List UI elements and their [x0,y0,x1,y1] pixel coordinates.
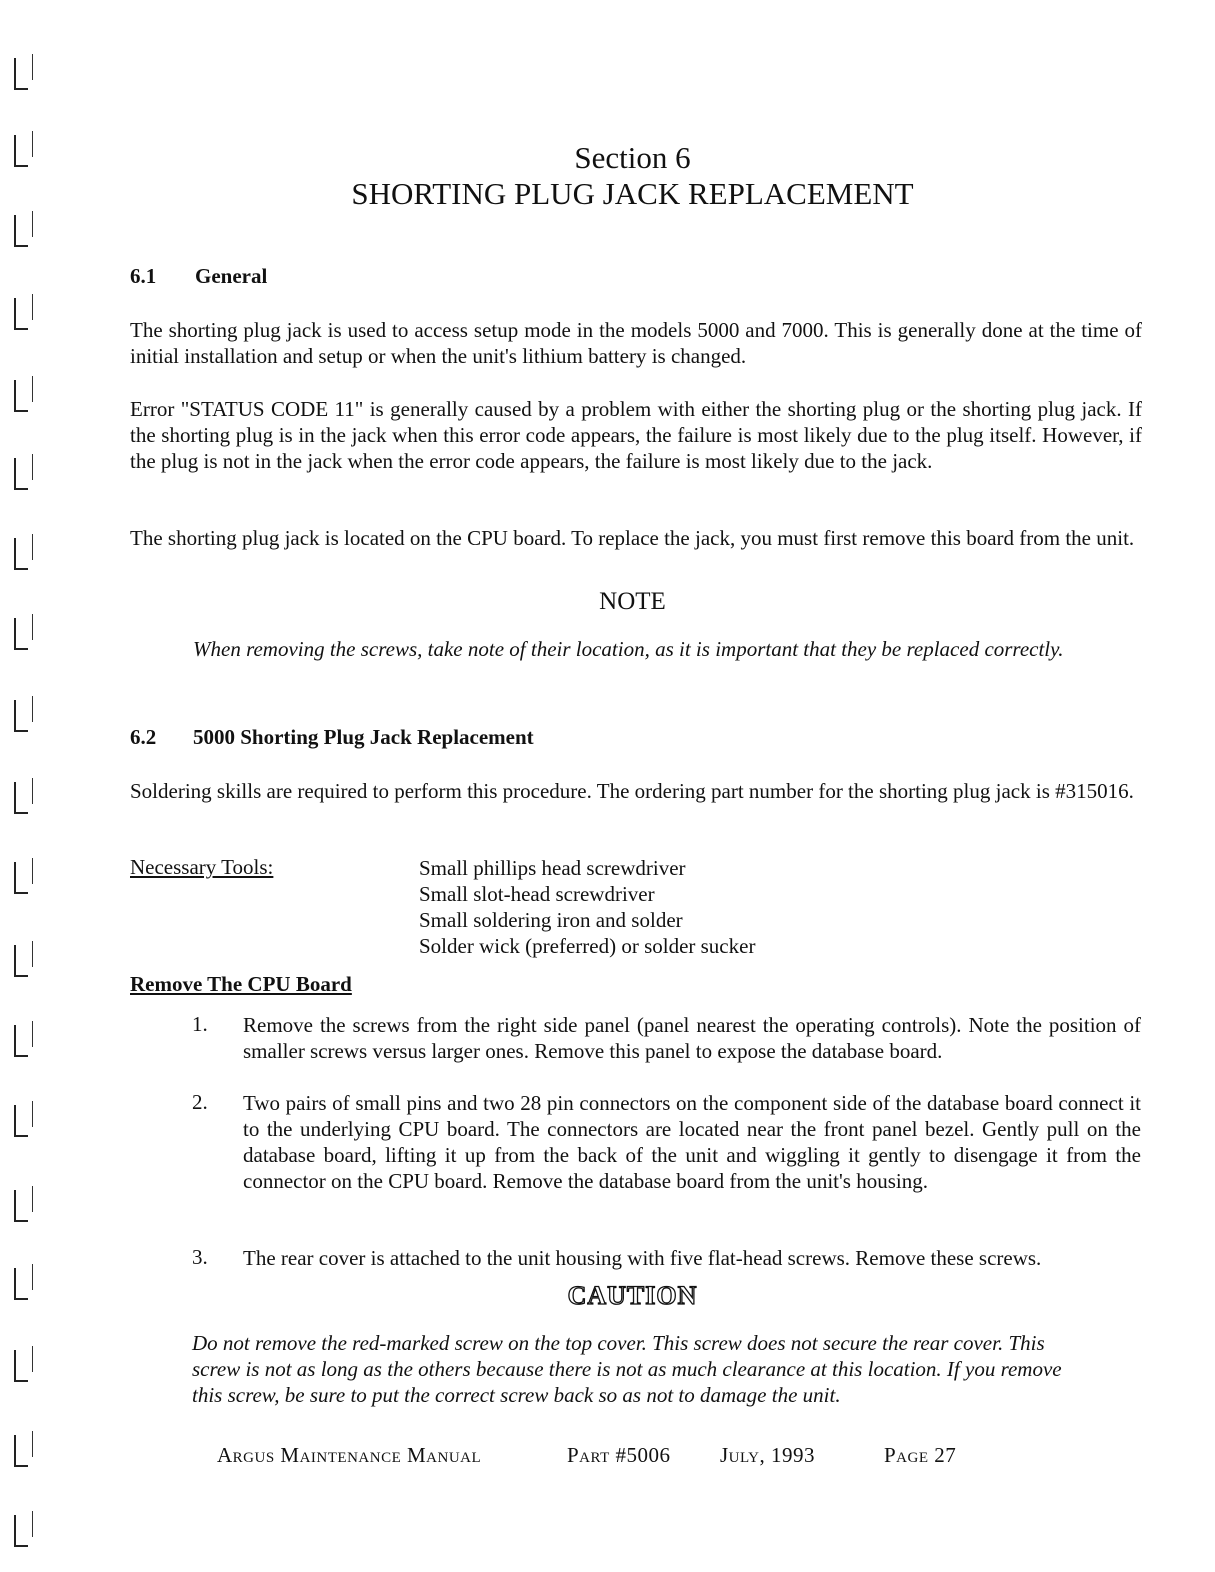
step-text: Remove the screws from the right side panel (panel nearest the operating controls). Note the position of smaller screws versus larger ones. Remove this panel to expose the database board. [243,1013,1141,1063]
soldering-paragraph: Soldering skills are required to perform this procedure. The ordering part number for the shorting plug jack is #315016. [130,779,1134,803]
section-6-2-title: 5000 Shorting Plug Jack Replacement [193,725,534,749]
caution-heading: CAUTION [567,1281,698,1310]
tools-list [419,855,755,959]
page-title: SHORTING PLUG JACK REPLACEMENT [351,176,914,211]
caution-text: Do not remove the red-marked screw on the top cover. This screw does not secure the rear cover. This screw is not as long as the others because there is not as much clearance at this location. If you remove this screw, be sure to put the correct screw back so as not to damage the unit. [192,1331,1062,1407]
tool-item: Solder wick (preferred) or solder sucker [419,934,756,958]
general-paragraph-3: The shorting plug jack is located on the CPU board. To replace the jack, you must first remove this board from the unit. [130,526,1135,550]
section-6-1-number: 6.1 [130,264,157,288]
step-number: 2. [192,1090,208,1114]
footer-page: Page 27 [884,1443,957,1467]
step-number: 3. [192,1245,208,1269]
tool-item: Small slot-head screwdriver [419,882,655,906]
remove-cpu-board-heading: Remove The CPU Board [130,972,352,996]
section-6-2-number: 6.2 [130,725,157,749]
general-paragraph-2: Error "STATUS CODE 11" is generally caused by a problem with either the shorting plug or the shorting plug jack. If the shorting plug is in the jack when this error code appears, the failure is most likely due to the plug itself. However, if the plug is not in the jack when the error code appears, the failure is most likely due to the jack. [130,397,1142,473]
tool-item: Small phillips head screwdriver [419,856,686,880]
step-text: The rear cover is attached to the unit housing with five flat-head screws. Remove these screws. [243,1246,1042,1270]
footer-date: July, 1993 [720,1443,815,1467]
necessary-tools-label: Necessary Tools: [130,855,274,879]
step-text: Two pairs of small pins and two 28 pin connectors on the component side of the database board connect it to the underlying CPU board. The connectors are located near the front panel bezel. Gently pull on the database board, lifting it up from the back of the unit and wiggling it gently to disengage it from the connector on the CPU board. Remove the database board from the unit's housing. [243,1091,1141,1193]
tool-item: Small soldering iron and solder [419,908,683,932]
step-number: 1. [192,1012,208,1036]
section-6-1-title: General [195,264,268,288]
general-paragraph-1: The shorting plug jack is used to access setup mode in the models 5000 and 7000. This is generally done at the time of initial installation and setup or when the unit's lithium battery is changed. [130,318,1142,368]
note-heading: NOTE [599,588,666,615]
section-number: Section 6 [574,140,691,175]
footer-manual: Argus Maintenance Manual [217,1443,482,1467]
note-text: When removing the screws, take note of their location, as it is important that they be replaced correctly. [193,637,1064,661]
footer-part: Part #5006 [567,1443,671,1467]
